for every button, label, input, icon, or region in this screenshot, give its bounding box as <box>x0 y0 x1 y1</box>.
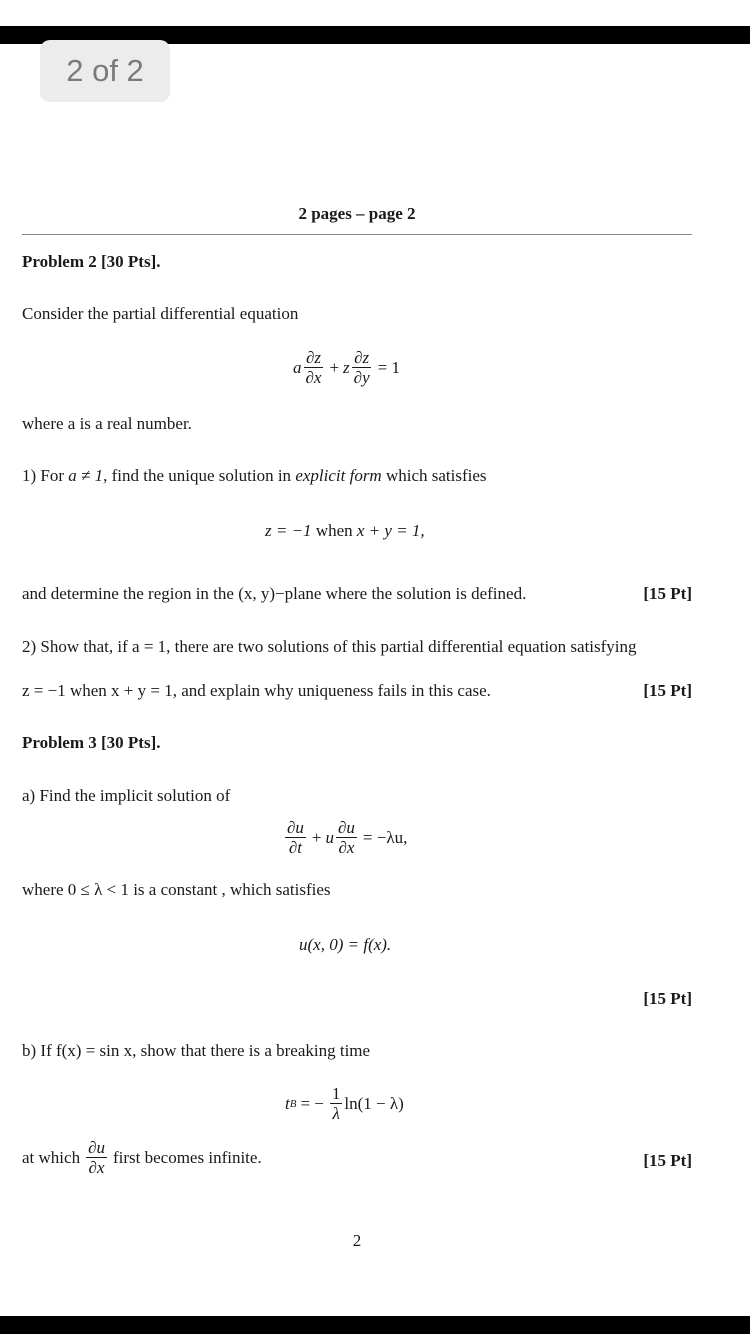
explicit-form-emphasis: explicit form <box>295 466 382 485</box>
part-1-condition: a ≠ 1 <box>68 466 104 485</box>
breaking-time-equation <box>285 1084 404 1123</box>
problem-2-equation <box>293 348 404 387</box>
fraction-one-over-lambda <box>330 1084 343 1123</box>
tb-symbol: t <box>285 1093 290 1113</box>
numerator: ∂u <box>338 818 355 837</box>
problem-2-title: Problem 2 [30 Pts]. <box>22 252 161 271</box>
problem-2-condition <box>265 521 425 541</box>
numerator: 1 <box>331 1084 341 1103</box>
plus-sign: + <box>329 357 340 377</box>
problem-3-part-b-conclusion <box>22 1138 262 1177</box>
rhs: = −λu, <box>362 827 408 847</box>
condition-when: when <box>311 521 357 540</box>
initial-condition: u(x, 0) = f(x). <box>299 935 392 954</box>
tb-equals: = − <box>300 1093 324 1113</box>
points-2-2: [15 Pt] <box>643 681 692 700</box>
coef-a: a <box>293 357 302 377</box>
first-infinite-text: first becomes infinite. <box>112 1147 262 1167</box>
at-which-text: at which <box>22 1147 81 1167</box>
problem-2-region: and determine the region in the (x, y)−plane where the solution is defined. <box>22 584 527 603</box>
page-header: 2 pages – page 2 <box>298 204 416 223</box>
problem-2-where: where a is a real number. <box>22 414 192 433</box>
problem-2-part-2-line-1: 2) Show that, if a = 1, there are two solutions of this partial differential equation satisfying <box>22 637 637 656</box>
fraction-dz-dy <box>352 348 372 387</box>
fraction-du-dx <box>86 1138 107 1177</box>
numerator: ∂z <box>354 348 370 367</box>
denominator: ∂t <box>288 838 303 857</box>
problem-3-equation <box>283 818 411 857</box>
problem-3-where: where 0 ≤ λ < 1 is a constant , which satisfies <box>22 880 331 899</box>
problem-3-part-a: a) Find the implicit solution of <box>22 786 231 805</box>
denominator: ∂y <box>353 368 370 387</box>
rhs: = 1 <box>377 357 400 377</box>
part-1-prefix: 1) For <box>22 466 69 485</box>
fraction-du-dt <box>285 818 306 857</box>
problem-3-title: Problem 3 [30 Pts]. <box>22 733 161 752</box>
denominator: ∂x <box>338 838 355 857</box>
denominator: ∂x <box>305 368 322 387</box>
part-1-mid: , find the unique solution in <box>103 466 296 485</box>
page-indicator: 2 of 2 <box>40 40 170 102</box>
tb-log-term: ln(1 − λ) <box>344 1093 404 1113</box>
problem-2-intro: Consider the partial differential equation <box>22 304 299 323</box>
header-divider <box>22 234 692 235</box>
problem-3-part-b: b) If f(x) = sin x, show that there is a breaking time <box>22 1041 371 1060</box>
tb-subscript: B <box>289 1097 297 1110</box>
fraction-dz-dx <box>304 348 324 387</box>
points-3-b: [15 Pt] <box>643 1151 692 1170</box>
condition-rhs: x + y = 1, <box>356 521 425 540</box>
problem-2-part-2-line-2: z = −1 when x + y = 1, and explain why uniqueness fails in this case. <box>22 681 491 700</box>
denominator: ∂x <box>88 1158 105 1177</box>
viewer-bottom-bar <box>0 1316 750 1334</box>
page-number: 2 <box>352 1231 362 1250</box>
part-1-suffix: which satisfies <box>381 466 487 485</box>
denominator: λ <box>332 1104 340 1123</box>
coef-z: z <box>343 357 350 377</box>
points-3-a: [15 Pt] <box>643 989 692 1008</box>
fraction-du-dx <box>336 818 357 857</box>
coef-u: u <box>325 827 334 847</box>
numerator: ∂u <box>88 1138 105 1157</box>
plus-sign: + <box>311 827 322 847</box>
condition-lhs: z = −1 <box>265 521 312 540</box>
points-2-1: [15 Pt] <box>643 584 692 603</box>
problem-2-part-1 <box>22 466 487 486</box>
numerator: ∂u <box>287 818 304 837</box>
numerator: ∂z <box>305 348 321 367</box>
